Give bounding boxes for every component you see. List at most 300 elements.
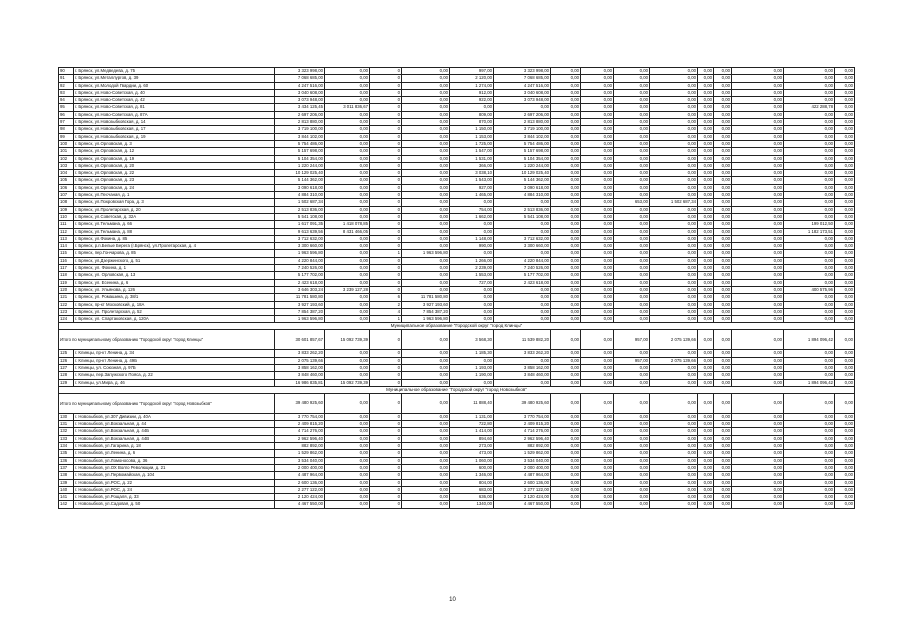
value-cell: 3 534 040,00 bbox=[275, 457, 325, 464]
value-cell: 0 bbox=[370, 265, 402, 272]
value-cell: 0,00 bbox=[551, 177, 581, 184]
value-cell: 0,00 bbox=[325, 450, 370, 457]
value-cell: 0,00 bbox=[614, 170, 650, 177]
value-cell: 0,00 bbox=[614, 104, 650, 111]
value-cell: 0,00 bbox=[732, 301, 784, 308]
value-cell: 0,00 bbox=[581, 206, 614, 213]
address-cell: г. Брянск, ул.Медведева, д. 75 bbox=[74, 68, 275, 75]
value-cell: 1 894 096,42 bbox=[784, 379, 835, 386]
value-cell: 0,00 bbox=[614, 286, 650, 293]
value-cell: 0,00 bbox=[614, 250, 650, 257]
value-cell: 0,00 bbox=[325, 206, 370, 213]
value-cell: 3 770 754,00 bbox=[275, 413, 325, 420]
address-cell: г. Брянск, ул.Фокина, д. 85 bbox=[74, 235, 275, 242]
table-row bbox=[59, 443, 855, 450]
address-cell: г. Брянск, ул.Новозыбковская, д. 14 bbox=[74, 119, 275, 126]
value-cell: 0,00 bbox=[551, 272, 581, 279]
value-cell: 0,00 bbox=[784, 243, 835, 250]
table-row bbox=[59, 199, 855, 206]
value-cell: 0,00 bbox=[650, 89, 698, 96]
value-cell: 0,00 bbox=[732, 82, 784, 89]
value-cell: 0,00 bbox=[835, 140, 855, 147]
value-cell: 3 040 608,00 bbox=[275, 89, 325, 96]
value-cell: 0,00 bbox=[581, 119, 614, 126]
value-cell: 0,00 bbox=[732, 316, 784, 323]
value-cell: 0,00 bbox=[402, 228, 450, 235]
value-cell: 0,00 bbox=[650, 450, 698, 457]
value-cell: 0,00 bbox=[551, 364, 581, 371]
value-cell: 0,00 bbox=[698, 316, 714, 323]
value-cell: 0,00 bbox=[614, 421, 650, 428]
value-cell: 3 719 100,00 bbox=[494, 126, 551, 133]
value-cell: 0,00 bbox=[325, 155, 370, 162]
value-cell: 0,00 bbox=[698, 192, 714, 199]
row-number-cell: 113 bbox=[59, 235, 74, 242]
value-cell: 0,00 bbox=[732, 350, 784, 357]
value-cell: 4 bbox=[370, 308, 402, 315]
value-cell: 0,00 bbox=[450, 228, 494, 235]
value-cell: 0,00 bbox=[698, 486, 714, 493]
address-cell: г. Брянск, ул.Орловская, д. 23 bbox=[74, 177, 275, 184]
address-cell: г. Новозыбков, ул.Ломоносова, д. 36 bbox=[74, 457, 275, 464]
value-cell: 0,00 bbox=[325, 177, 370, 184]
row-number-cell: 122 bbox=[59, 301, 74, 308]
value-cell: 0,00 bbox=[450, 250, 494, 257]
row-number-cell: 121 bbox=[59, 294, 74, 301]
value-cell: 0,00 bbox=[614, 450, 650, 457]
value-cell: 0,00 bbox=[784, 457, 835, 464]
value-cell: 927,00 bbox=[450, 184, 494, 191]
value-cell: 0,00 bbox=[650, 316, 698, 323]
value-cell: 0,00 bbox=[698, 479, 714, 486]
subtotal-value-cell: 1 894 096,42 bbox=[784, 330, 835, 350]
value-cell: 5 104 354,00 bbox=[494, 155, 551, 162]
value-cell: 0,00 bbox=[714, 272, 732, 279]
value-cell: 0 bbox=[370, 494, 402, 501]
value-cell: 0,00 bbox=[732, 126, 784, 133]
value-cell: 0,00 bbox=[732, 155, 784, 162]
value-cell: 0,00 bbox=[835, 294, 855, 301]
value-cell: 0,00 bbox=[325, 162, 370, 169]
value-cell: 0,00 bbox=[784, 350, 835, 357]
value-cell: 894,60 bbox=[450, 435, 494, 442]
value-cell: 0,00 bbox=[402, 111, 450, 118]
row-number-cell: 97 bbox=[59, 119, 74, 126]
value-cell: 0,00 bbox=[650, 148, 698, 155]
value-cell: 997,00 bbox=[450, 68, 494, 75]
value-cell: 0,00 bbox=[650, 184, 698, 191]
value-cell: 0,00 bbox=[698, 379, 714, 386]
value-cell: 3 833 262,20 bbox=[494, 350, 551, 357]
value-cell: 0,00 bbox=[698, 126, 714, 133]
value-cell: 0,00 bbox=[581, 272, 614, 279]
address-cell: г. Новозыбков, ул.307 Дивизии, д. 40А bbox=[74, 413, 275, 420]
value-cell: 0,00 bbox=[835, 126, 855, 133]
value-cell: 0,00 bbox=[325, 421, 370, 428]
value-cell: 0,00 bbox=[835, 111, 855, 118]
value-cell: 0,00 bbox=[698, 421, 714, 428]
value-cell: 3 858 162,00 bbox=[275, 364, 325, 371]
value-cell: 0,00 bbox=[732, 279, 784, 286]
value-cell: 0,00 bbox=[784, 301, 835, 308]
value-cell: 0,00 bbox=[714, 155, 732, 162]
value-cell: 0 bbox=[370, 170, 402, 177]
value-cell: 0,00 bbox=[698, 494, 714, 501]
value-cell: 0 bbox=[370, 177, 402, 184]
subtotal-value-cell: 957,00 bbox=[614, 330, 650, 350]
value-cell: 0,00 bbox=[614, 457, 650, 464]
value-cell: 0,00 bbox=[614, 155, 650, 162]
value-cell: 0,00 bbox=[732, 162, 784, 169]
value-cell: 0,00 bbox=[402, 450, 450, 457]
value-cell: 0,00 bbox=[650, 265, 698, 272]
value-cell: 0,00 bbox=[714, 486, 732, 493]
value-cell: 400 575,96 bbox=[784, 286, 835, 293]
value-cell: 273,00 bbox=[450, 443, 494, 450]
value-cell: 0,00 bbox=[784, 265, 835, 272]
row-number-cell: 115 bbox=[59, 250, 74, 257]
value-cell: 0,00 bbox=[551, 206, 581, 213]
repair-program-table bbox=[58, 67, 855, 509]
value-cell: 1 963 596,80 bbox=[275, 250, 325, 257]
value-cell: 0,00 bbox=[698, 501, 714, 508]
value-cell: 0,00 bbox=[784, 486, 835, 493]
value-cell: 0,00 bbox=[784, 472, 835, 479]
value-cell: 2 075 139,66 bbox=[650, 357, 698, 364]
value-cell: 0,00 bbox=[614, 257, 650, 264]
value-cell: 3 844 102,00 bbox=[275, 133, 325, 140]
value-cell: 0,00 bbox=[325, 170, 370, 177]
value-cell: 1 bbox=[370, 250, 402, 257]
value-cell: 0,00 bbox=[784, 97, 835, 104]
value-cell: 0,00 bbox=[650, 228, 698, 235]
value-cell: 0,00 bbox=[581, 279, 614, 286]
value-cell: 0,00 bbox=[784, 82, 835, 89]
value-cell: 0,00 bbox=[732, 133, 784, 140]
row-number-cell: 117 bbox=[59, 265, 74, 272]
value-cell: 0,00 bbox=[714, 421, 732, 428]
value-cell: 0,00 bbox=[732, 199, 784, 206]
row-number-cell: 125 bbox=[59, 350, 74, 357]
value-cell: 1 414,00 bbox=[450, 428, 494, 435]
value-cell: 0,00 bbox=[402, 68, 450, 75]
value-cell: 0,00 bbox=[650, 104, 698, 111]
value-cell: 2 423 618,00 bbox=[494, 279, 551, 286]
value-cell: 7 068 685,00 bbox=[275, 75, 325, 82]
value-cell: 2 120 424,00 bbox=[494, 494, 551, 501]
table-row bbox=[59, 494, 855, 501]
value-cell: 5 754 486,00 bbox=[494, 140, 551, 147]
row-number-cell: 111 bbox=[59, 221, 74, 228]
value-cell: 0,00 bbox=[325, 133, 370, 140]
table-row bbox=[59, 235, 855, 242]
value-cell: 0,00 bbox=[581, 472, 614, 479]
value-cell: 0,00 bbox=[650, 443, 698, 450]
value-cell: 0,00 bbox=[581, 75, 614, 82]
value-cell: 0,00 bbox=[650, 126, 698, 133]
value-cell: 0,00 bbox=[698, 140, 714, 147]
value-cell: 754,00 bbox=[450, 206, 494, 213]
value-cell: 0,00 bbox=[698, 279, 714, 286]
value-cell: 3 040 608,00 bbox=[494, 89, 551, 96]
value-cell: 0,00 bbox=[614, 472, 650, 479]
municipality-header-row bbox=[59, 323, 855, 330]
value-cell: 0,00 bbox=[581, 301, 614, 308]
value-cell: 0,00 bbox=[732, 464, 784, 471]
table-row bbox=[59, 221, 855, 228]
value-cell: 0,00 bbox=[551, 170, 581, 177]
value-cell: 4 714 276,00 bbox=[494, 428, 551, 435]
value-cell: 0,00 bbox=[732, 89, 784, 96]
value-cell: 0,00 bbox=[714, 162, 732, 169]
value-cell: 0,00 bbox=[402, 126, 450, 133]
row-number-cell: 124 bbox=[59, 316, 74, 323]
value-cell: 722,80 bbox=[450, 421, 494, 428]
row-number-cell: 103 bbox=[59, 162, 74, 169]
value-cell: 7 240 526,00 bbox=[275, 265, 325, 272]
value-cell: 0,00 bbox=[551, 357, 581, 364]
value-cell: 0,00 bbox=[581, 97, 614, 104]
value-cell: 1 529 862,00 bbox=[275, 450, 325, 457]
value-cell: 0,00 bbox=[551, 443, 581, 450]
table-row bbox=[59, 308, 855, 315]
value-cell: 0,00 bbox=[835, 428, 855, 435]
value-cell: 0,00 bbox=[835, 68, 855, 75]
value-cell: 0,00 bbox=[581, 294, 614, 301]
value-cell: 1 220 244,00 bbox=[494, 162, 551, 169]
value-cell: 0 bbox=[370, 119, 402, 126]
table-row bbox=[59, 228, 855, 235]
value-cell: 5 104 354,00 bbox=[275, 155, 325, 162]
value-cell: 473,00 bbox=[450, 450, 494, 457]
value-cell: 0,00 bbox=[714, 140, 732, 147]
value-cell: 0,00 bbox=[714, 357, 732, 364]
value-cell: 0,00 bbox=[835, 235, 855, 242]
value-cell: 0,00 bbox=[714, 294, 732, 301]
row-number-cell: 104 bbox=[59, 170, 74, 177]
row-number-cell: 112 bbox=[59, 228, 74, 235]
value-cell: 0,00 bbox=[784, 170, 835, 177]
value-cell: 0,00 bbox=[784, 184, 835, 191]
subtotal-value-cell: 15 092 739,39 bbox=[325, 330, 370, 350]
address-cell: г. Брянск, ул.Тельмана, д. 88 bbox=[74, 228, 275, 235]
value-cell: 1340,00 bbox=[450, 501, 494, 508]
value-cell: 0,00 bbox=[402, 486, 450, 493]
value-cell: 0,00 bbox=[835, 75, 855, 82]
row-number-cell: 93 bbox=[59, 89, 74, 96]
value-cell: 0,00 bbox=[784, 464, 835, 471]
value-cell: 0,00 bbox=[784, 413, 835, 420]
row-number-cell: 140 bbox=[59, 486, 74, 493]
value-cell: 3 844 102,00 bbox=[494, 133, 551, 140]
value-cell: 0,00 bbox=[494, 357, 551, 364]
value-cell: 0,00 bbox=[835, 119, 855, 126]
value-cell: 0,00 bbox=[402, 257, 450, 264]
value-cell: 0,00 bbox=[698, 443, 714, 450]
value-cell: 0,00 bbox=[714, 316, 732, 323]
value-cell: 0,00 bbox=[650, 82, 698, 89]
value-cell: 0,00 bbox=[835, 243, 855, 250]
value-cell: 2 423 618,00 bbox=[275, 279, 325, 286]
value-cell: 199 012,50 bbox=[784, 221, 835, 228]
value-cell: 0,00 bbox=[551, 464, 581, 471]
value-cell: 0,00 bbox=[325, 68, 370, 75]
value-cell: 0,00 bbox=[714, 479, 732, 486]
value-cell: 0,00 bbox=[494, 104, 551, 111]
value-cell: 0,00 bbox=[714, 111, 732, 118]
value-cell: 0,00 bbox=[698, 104, 714, 111]
value-cell: 0,00 bbox=[714, 472, 732, 479]
value-cell: 0,00 bbox=[835, 213, 855, 220]
table-row bbox=[59, 350, 855, 357]
value-cell: 1 543,00 bbox=[450, 177, 494, 184]
value-cell: 0,00 bbox=[714, 379, 732, 386]
value-cell: 0,00 bbox=[650, 97, 698, 104]
address-cell: г. Клинцы, ул. Союзная, д. 97Б bbox=[74, 364, 275, 371]
value-cell: 0,00 bbox=[714, 177, 732, 184]
value-cell: 0,00 bbox=[581, 350, 614, 357]
row-number-cell: 139 bbox=[59, 479, 74, 486]
value-cell: 0,00 bbox=[714, 286, 732, 293]
value-cell: 0,00 bbox=[784, 162, 835, 169]
address-cell: г. Брянск, ул.Пролетарская, д. 20 bbox=[74, 206, 275, 213]
value-cell: 0,00 bbox=[614, 501, 650, 508]
value-cell: 0,00 bbox=[551, 68, 581, 75]
value-cell: 15 092 739,39 bbox=[325, 379, 370, 386]
value-cell: 0,00 bbox=[835, 316, 855, 323]
value-cell: 0,00 bbox=[450, 301, 494, 308]
row-number-cell: 120 bbox=[59, 286, 74, 293]
value-cell: 0,00 bbox=[835, 199, 855, 206]
value-cell: 0,00 bbox=[650, 213, 698, 220]
value-cell: 0,00 bbox=[450, 357, 494, 364]
value-cell: 0,00 bbox=[835, 89, 855, 96]
value-cell: 0,00 bbox=[698, 213, 714, 220]
value-cell: 0,00 bbox=[325, 435, 370, 442]
subtotal-value-cell: 3 568,30 bbox=[450, 330, 494, 350]
value-cell: 0,00 bbox=[402, 177, 450, 184]
address-cell: г. Брянск, ул. Есенина, д. 6 bbox=[74, 279, 275, 286]
value-cell: 0,00 bbox=[614, 272, 650, 279]
value-cell: 0,00 bbox=[784, 140, 835, 147]
value-cell: 0 bbox=[370, 206, 402, 213]
subtotal-value-cell: 0 bbox=[370, 330, 402, 350]
value-cell: 4 487 964,00 bbox=[275, 472, 325, 479]
value-cell: 0,00 bbox=[581, 372, 614, 379]
value-cell: 4 884 310,00 bbox=[275, 192, 325, 199]
value-cell: 0,00 bbox=[714, 494, 732, 501]
value-cell: 0,00 bbox=[402, 243, 450, 250]
value-cell: 0,00 bbox=[402, 213, 450, 220]
value-cell: 0,00 bbox=[714, 184, 732, 191]
value-cell: 5 177 702,00 bbox=[275, 272, 325, 279]
value-cell: 0,00 bbox=[784, 126, 835, 133]
value-cell: 0,00 bbox=[551, 235, 581, 242]
table-row bbox=[59, 82, 855, 89]
value-cell: 1 418 078,85 bbox=[325, 221, 370, 228]
value-cell: 4 220 844,00 bbox=[275, 257, 325, 264]
value-cell: 0,00 bbox=[784, 428, 835, 435]
value-cell: 0,00 bbox=[698, 357, 714, 364]
value-cell: 4 714 276,00 bbox=[275, 428, 325, 435]
page-number: 10 bbox=[449, 597, 456, 603]
value-cell: 0,00 bbox=[784, 75, 835, 82]
value-cell: 0 bbox=[370, 243, 402, 250]
value-cell: 0,00 bbox=[325, 257, 370, 264]
value-cell: 2 075 139,66 bbox=[275, 357, 325, 364]
value-cell: 422 288,78 bbox=[784, 104, 835, 111]
value-cell: 5 177 702,00 bbox=[494, 272, 551, 279]
value-cell: 0,00 bbox=[325, 213, 370, 220]
value-cell: 0,00 bbox=[325, 265, 370, 272]
row-number-cell: 99 bbox=[59, 133, 74, 140]
value-cell: 0,00 bbox=[581, 89, 614, 96]
value-cell: 6 bbox=[370, 294, 402, 301]
value-cell: 0,00 bbox=[698, 170, 714, 177]
address-cell: г. Брянск, ул.Покровская Гора, д. 3 bbox=[74, 199, 275, 206]
value-cell: 3 927 193,60 bbox=[402, 301, 450, 308]
value-cell: 3 848 460,00 bbox=[494, 372, 551, 379]
row-number-cell: 105 bbox=[59, 177, 74, 184]
value-cell: 0,00 bbox=[698, 155, 714, 162]
subtotal-value-cell: 0,00 bbox=[551, 393, 581, 413]
value-cell: 2 000 400,00 bbox=[275, 464, 325, 471]
value-cell: 0,00 bbox=[835, 177, 855, 184]
value-cell: 0,00 bbox=[784, 294, 835, 301]
value-cell: 0,00 bbox=[784, 89, 835, 96]
value-cell: 0,00 bbox=[551, 294, 581, 301]
value-cell: 0,00 bbox=[325, 243, 370, 250]
value-cell: 870,00 bbox=[450, 119, 494, 126]
value-cell: 0,00 bbox=[650, 243, 698, 250]
value-cell: 0,00 bbox=[581, 457, 614, 464]
value-cell: 0,00 bbox=[784, 133, 835, 140]
value-cell: 0,00 bbox=[732, 228, 784, 235]
value-cell: 0,00 bbox=[714, 221, 732, 228]
value-cell: 0,00 bbox=[835, 97, 855, 104]
table-row bbox=[59, 279, 855, 286]
value-cell: 0,00 bbox=[835, 133, 855, 140]
value-cell: 0,00 bbox=[650, 494, 698, 501]
value-cell: 0,00 bbox=[325, 428, 370, 435]
value-cell: 0,00 bbox=[614, 213, 650, 220]
value-cell: 0,00 bbox=[714, 372, 732, 379]
value-cell: 0,00 bbox=[325, 486, 370, 493]
value-cell: 0,00 bbox=[581, 170, 614, 177]
value-cell: 0,00 bbox=[732, 486, 784, 493]
value-cell: 0,00 bbox=[698, 148, 714, 155]
value-cell: 0,00 bbox=[835, 350, 855, 357]
value-cell: 0,00 bbox=[325, 443, 370, 450]
subtotal-label: Итого по муниципальному образованию "Городской округ "город Новозыбков" bbox=[59, 393, 275, 413]
value-cell: 0,00 bbox=[732, 494, 784, 501]
value-cell: 1 150,00 bbox=[450, 126, 494, 133]
row-number-cell: 108 bbox=[59, 199, 74, 206]
value-cell: 0,00 bbox=[402, 421, 450, 428]
value-cell: 366,00 bbox=[450, 162, 494, 169]
value-cell: 882 892,00 bbox=[494, 443, 551, 450]
subtotal-value-cell: 11 539 882,20 bbox=[494, 330, 551, 350]
value-cell: 3 323 998,00 bbox=[494, 68, 551, 75]
address-cell: г. Новозыбков, ул.Вокзальная, д. 44В bbox=[74, 435, 275, 442]
table-row bbox=[59, 450, 855, 457]
row-number-cell: 132 bbox=[59, 428, 74, 435]
address-cell: г. Клинцы, пр-кт Ленина, д. 34 bbox=[74, 350, 275, 357]
value-cell: 0,00 bbox=[732, 68, 784, 75]
value-cell: 0,00 bbox=[325, 364, 370, 371]
value-cell: 0,00 bbox=[732, 257, 784, 264]
value-cell: 0,00 bbox=[325, 126, 370, 133]
